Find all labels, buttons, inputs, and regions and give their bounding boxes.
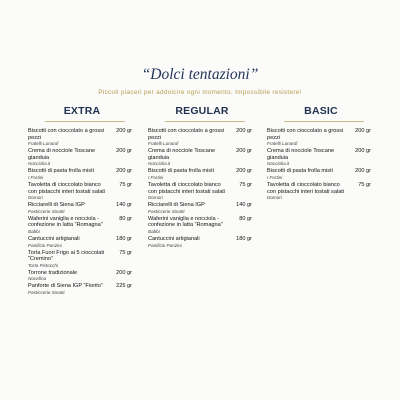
item-weight: 200 gr: [236, 128, 252, 134]
list-item: [148, 182, 252, 201]
item-weight: 140 gr: [116, 202, 132, 209]
list-item: [148, 148, 252, 167]
item-weight: 200 gr: [116, 128, 132, 134]
item-brand: Fratelli Lunardi: [148, 141, 179, 147]
item-name: Biscotti con cioccolato a grossi pezzi: [148, 128, 225, 141]
heading-divider: [45, 121, 125, 122]
item-name: Tavoletta di cioccolato bianco con pistacchi interi tostati salati: [28, 181, 106, 195]
item-name: Crema di nocciole Toscane gianduia: [267, 148, 335, 161]
column-heading-extra: EXTRA: [63, 105, 101, 117]
item-row: [148, 128, 252, 141]
page-title: “Dolci tentazioni”: [141, 66, 259, 83]
item-brand: Torta Pistocchi: [28, 262, 58, 268]
list-item: [28, 236, 132, 248]
item-name: Biscotti di pasta frolla misti: [267, 168, 333, 175]
item-name: Torrone tradizionale: [28, 269, 78, 276]
list-item: [267, 128, 371, 147]
item-brand: Nocciolia.it: [28, 161, 51, 167]
item-weight: 225 gr: [116, 283, 132, 290]
item-name: Biscotti con cioccolato a grossi pezzi: [267, 128, 344, 141]
item-row: [267, 148, 371, 161]
item-weight: 200 gr: [355, 128, 371, 134]
list-item: [28, 283, 132, 295]
item-brand: Domori: [148, 195, 163, 201]
item-row: [28, 270, 132, 277]
item-brand: I Fortini: [28, 174, 44, 180]
column-basic: [267, 104, 371, 202]
list-item: [28, 182, 132, 201]
item-weight: 75 gr: [119, 181, 132, 188]
item-brand: Pasticcerie Sinatti: [28, 208, 65, 214]
list-item: [28, 250, 132, 269]
item-name: Biscotti di pasta frolla misti: [28, 168, 94, 175]
item-row: [267, 182, 371, 195]
list-item: [28, 216, 132, 235]
item-brand: Novafina: [28, 276, 47, 282]
column-regular: [148, 104, 252, 250]
item-name: Waferini vaniglia e nocciola -confezione in latta “Romagna”: [28, 215, 103, 229]
heading-divider: [165, 121, 245, 122]
list-item: [267, 148, 371, 167]
item-row: [148, 148, 252, 161]
item-brand: Panificio Panzini: [148, 242, 182, 248]
list-item: [148, 216, 252, 235]
item-weight: 180 gr: [116, 235, 132, 242]
item-name: Crema di nocciole Toscane gianduia: [28, 148, 96, 161]
item-list: [28, 128, 132, 295]
item-row: [267, 128, 371, 141]
list-item: [148, 128, 252, 147]
item-name: Torta Fuori Frigo ai 5 cioccolati “Cremino”: [28, 249, 105, 263]
item-weight: 200 gr: [355, 148, 371, 155]
item-weight: 75 gr: [119, 249, 132, 256]
column-heading-basic: BASIC: [304, 105, 338, 117]
item-weight: 180 gr: [236, 235, 252, 242]
item-brand: I Fortini: [267, 174, 283, 180]
item-name: Biscotti con cioccolato a grossi pezzi: [28, 128, 105, 141]
item-row: [28, 168, 132, 175]
list-item: [148, 202, 252, 214]
item-row: [28, 182, 132, 195]
item-weight: 200 gr: [116, 168, 132, 175]
item-row: [28, 250, 132, 263]
item-row: [28, 128, 132, 141]
item-brand: Nocciolia.it: [148, 161, 171, 167]
item-weight: 200 gr: [116, 269, 132, 276]
item-row: [148, 216, 252, 229]
item-brand: Fratelli Lunardi: [28, 141, 59, 147]
item-weight: 80 gr: [119, 215, 132, 222]
item-row: [148, 182, 252, 195]
item-row: [148, 168, 252, 175]
column-extra: [28, 104, 132, 297]
item-name: Panforte di Siena IGP “Fiorito”: [28, 283, 103, 290]
item-weight: 75 gr: [239, 181, 252, 188]
item-name: Ricciarelli di Siena IGP: [28, 202, 85, 209]
list-item: [28, 128, 132, 147]
list-item: [267, 182, 371, 201]
item-row: [28, 148, 132, 161]
item-row: [28, 283, 132, 290]
item-brand: Nocciolia.it: [267, 161, 290, 167]
item-name: Biscotti di pasta frolla misti: [148, 168, 214, 175]
item-name: Crema di nocciole Toscane gianduia: [148, 148, 216, 161]
heading-divider: [284, 121, 364, 122]
item-name: Tavoletta di cioccolato bianco con pistacchi interi tostati salati: [267, 181, 345, 195]
list-item: [28, 270, 132, 282]
item-row: [148, 236, 252, 243]
item-row: [28, 236, 132, 243]
item-list: [267, 128, 371, 201]
list-item: [148, 168, 252, 180]
item-brand: Fratelli Lunardi: [267, 141, 298, 147]
item-row: [148, 202, 252, 209]
item-weight: 200 gr: [116, 148, 132, 155]
list-item: [148, 236, 252, 248]
item-brand: Pasticcerie Sinatti: [148, 208, 185, 214]
item-list: [148, 128, 252, 248]
list-item: [28, 168, 132, 180]
item-name: Ricciarelli di Siena IGP: [148, 202, 205, 209]
item-row: [267, 168, 371, 175]
item-brand: Domori: [267, 195, 282, 201]
item-name: Cantuccini artigianali: [148, 235, 200, 242]
list-item: [28, 148, 132, 167]
item-name: Cantuccini artigianali: [28, 235, 80, 242]
list-item: [28, 202, 132, 214]
item-name: Tavoletta di cioccolato bianco con pistacchi interi tostati salati: [148, 181, 226, 195]
column-heading-regular: REGULAR: [175, 105, 229, 117]
item-row: [28, 202, 132, 209]
item-brand: Domori: [28, 195, 43, 201]
item-brand: I Fortini: [148, 174, 164, 180]
item-weight: 200 gr: [236, 148, 252, 155]
item-weight: 75 gr: [358, 181, 371, 188]
item-brand: Babbi: [148, 228, 160, 234]
item-weight: 140 gr: [236, 202, 252, 209]
page-subtitle: Piccoli piaceri per addolcire ogni momento. Impossibile resistere!: [98, 89, 302, 96]
item-weight: 200 gr: [236, 168, 252, 175]
list-item: [267, 168, 371, 180]
item-brand: Pasticcerie Sinatti: [28, 289, 65, 295]
item-weight: 80 gr: [239, 215, 252, 222]
item-weight: 200 gr: [355, 168, 371, 175]
item-brand: Panificio Panzini: [28, 242, 62, 248]
item-row: [28, 216, 132, 229]
item-name: Waferini vaniglia e nocciola -confezione in latta “Romagna”: [148, 215, 223, 229]
item-brand: Babbi: [28, 228, 40, 234]
